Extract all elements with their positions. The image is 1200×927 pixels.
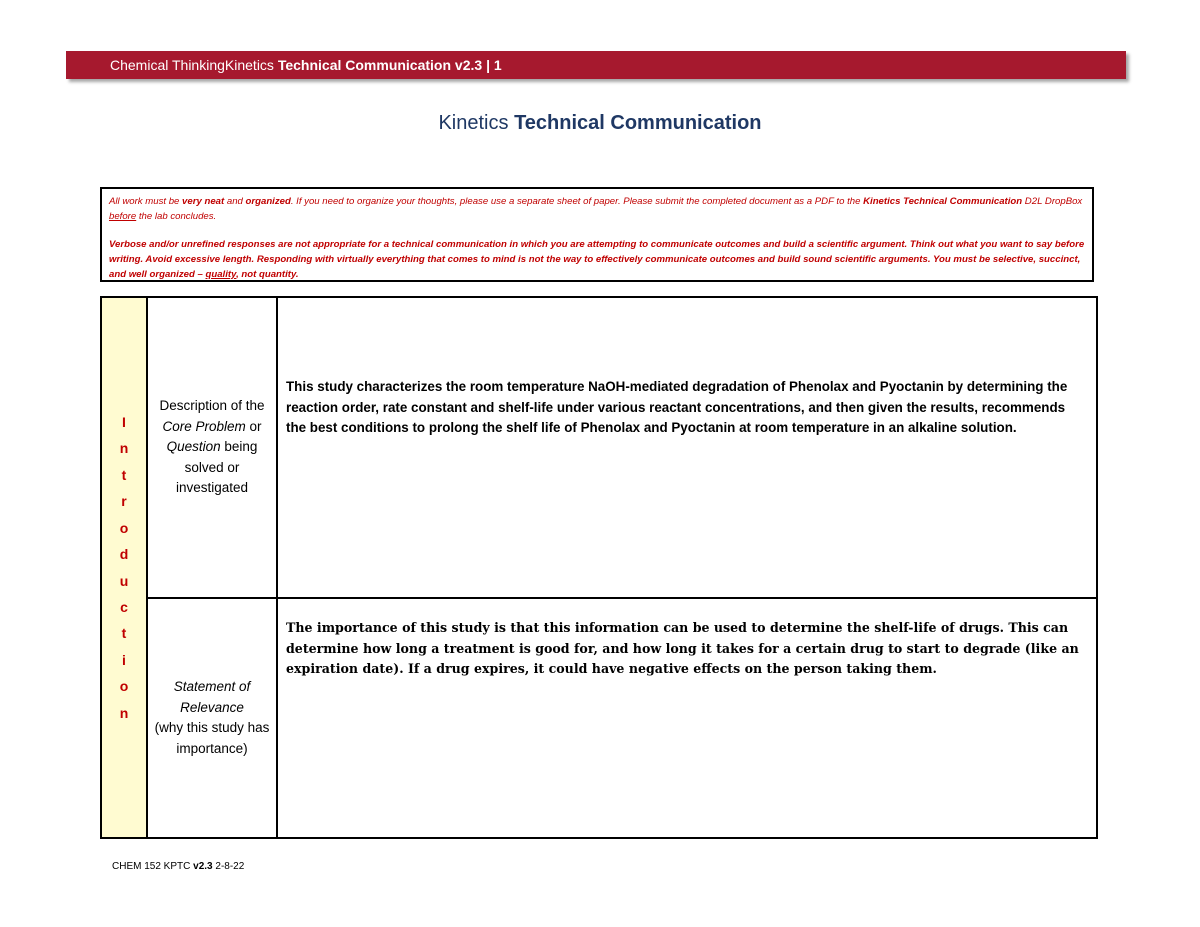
notice-run: . If you need to organize your thoughts, please use a separate sheet of paper. Please submit the completed document as a PDF to the bbox=[290, 196, 864, 207]
notice-run: and bbox=[224, 196, 246, 207]
header-prefix: Chemical ThinkingKinetics bbox=[110, 57, 278, 73]
notice-run: organized bbox=[245, 196, 291, 207]
notice-run: quality bbox=[205, 269, 237, 280]
instructions-paragraph-2 bbox=[109, 237, 1085, 282]
section-letter: I bbox=[122, 414, 126, 431]
core-problem-label bbox=[147, 297, 277, 598]
notice-run: All work must be bbox=[109, 196, 183, 207]
section-letter: i bbox=[122, 651, 126, 668]
footer bbox=[112, 861, 244, 872]
footer-date: 2-8-22 bbox=[212, 861, 245, 872]
section-letter: r bbox=[121, 493, 127, 510]
notice-run: Verbose and/or unrefined responses are not appropriate for a technical communication in which you are attempting to communicate outcomes and build a scientific argument. Think out what you want to say before writing. Avoid excessive length. Responding with virtually everything that comes to mind is not the way to effectively communicate outcomes and build sound scientific arguments. You must be selective, succinct, and well organized – bbox=[109, 239, 1085, 280]
label-line bbox=[148, 417, 276, 438]
section-letter: t bbox=[121, 625, 127, 642]
section-letter: n bbox=[119, 704, 129, 721]
relevance-label bbox=[147, 598, 277, 838]
document-title bbox=[0, 112, 1200, 135]
header-title: Technical Communication v2.3 | 1 bbox=[277, 57, 502, 73]
label-line: Description of the bbox=[159, 398, 265, 414]
section-letter: d bbox=[119, 546, 129, 563]
section-letter: c bbox=[120, 598, 128, 615]
table-row bbox=[101, 297, 1097, 598]
document-title-plain: Kinetics bbox=[438, 112, 515, 134]
label-plain: or bbox=[245, 418, 262, 434]
relevance-content: The importance of this study is that this information can be used to determine the shelf-life of drugs. This can determine how long a treatment is good for, and how long it takes for a certain drug to start to degrade (like an expiration date). If a drug expires, it could have negative effects on the person taking them. bbox=[277, 598, 1097, 838]
label-italic: Statement of Relevance bbox=[173, 679, 251, 715]
footer-prefix: CHEM 152 KPTC bbox=[112, 861, 194, 872]
notice-run: , not quantity. bbox=[236, 269, 299, 280]
label-line bbox=[148, 437, 276, 499]
table-row bbox=[101, 598, 1097, 838]
notice-run: before bbox=[109, 211, 137, 222]
footer-version: v2.3 bbox=[193, 861, 213, 872]
section-letter: o bbox=[119, 519, 129, 536]
notice-run: the lab concludes. bbox=[136, 211, 217, 222]
section-letter: o bbox=[119, 678, 129, 695]
notice-run: Kinetics Technical Communication bbox=[863, 196, 1023, 207]
label-italic: Core Problem bbox=[162, 418, 246, 434]
header-bar bbox=[66, 51, 1126, 79]
introduction-table bbox=[100, 296, 1098, 839]
section-letter: t bbox=[121, 466, 127, 483]
section-label-introduction bbox=[101, 297, 147, 838]
core-problem-content: This study characterizes the room temperature NaOH-mediated degradation of Phenolax and Pyoctanin by determining the reaction order, rate constant and shelf-life under various reactant concentrations, and then given the results, recommends the best conditions to prolong the shelf life of Phenolax and Pyoctanin at room temperature in an alkaline solution. bbox=[277, 297, 1097, 598]
section-letter: u bbox=[119, 572, 129, 589]
label-plain: being solved or investigated bbox=[175, 439, 258, 496]
header-text bbox=[110, 51, 502, 79]
section-letters bbox=[102, 409, 146, 726]
instructions-notice bbox=[100, 187, 1094, 282]
notice-run: very neat bbox=[182, 196, 225, 207]
notice-run: D2L DropBox bbox=[1022, 196, 1083, 207]
section-letter: n bbox=[119, 440, 129, 457]
instructions-paragraph-1 bbox=[109, 194, 1085, 224]
label-italic: Question bbox=[166, 439, 221, 455]
label-plain: (why this study has importance) bbox=[154, 720, 270, 756]
document-title-bold: Technical Communication bbox=[514, 112, 762, 134]
